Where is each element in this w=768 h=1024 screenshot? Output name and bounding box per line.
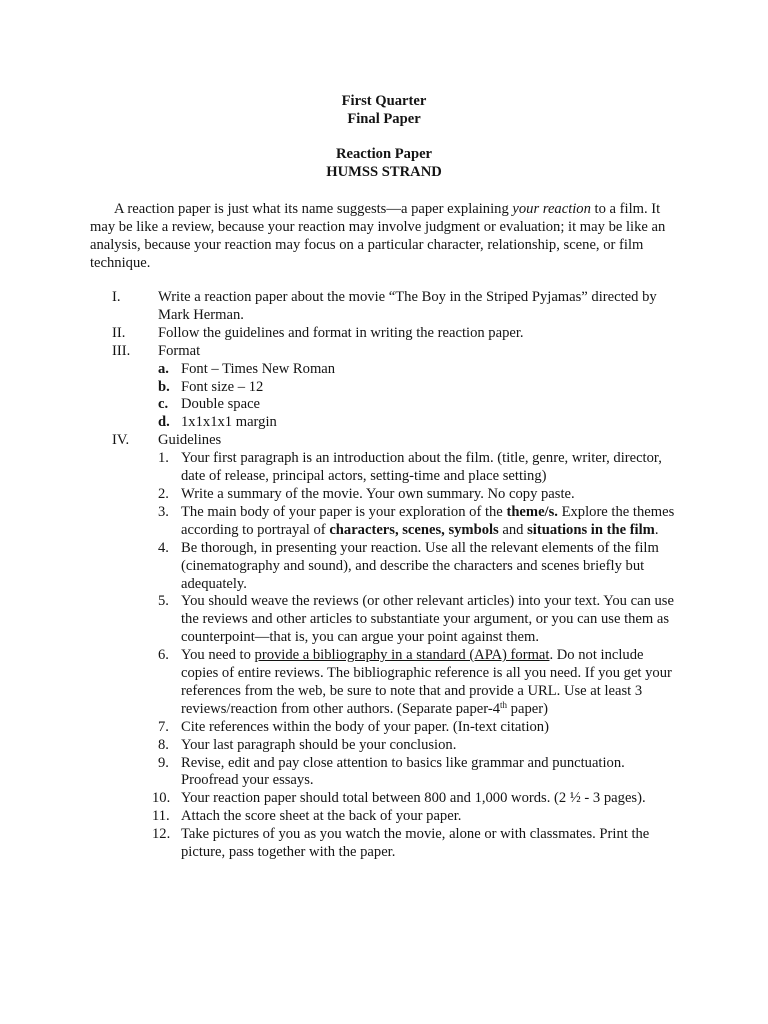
guideline-text: Cite references within the body of your paper. (In-text citation) [181,718,549,735]
format-item-c [0,396,768,414]
guideline-text: You need to provide a bibliography in a standard (APA) format. Do not include copies of entire reviews. The bibliographic reference is all you need. If you get your references from the web, be sure to note that and provide a URL. Use at least 3 reviews/reaction from other authors. (Separate paper-4th paper) [181,647,672,717]
guideline-text: Your reaction paper should total between 800 and 1,000 words. (2 ½ - 3 pages). [181,790,646,807]
guideline-text: Take pictures of you as you watch the movie, alone or with classmates. Print the picture, pass together with the paper. [181,826,650,861]
section-number: IV. [112,432,130,449]
format-item-b [0,379,768,397]
section-3 [0,343,768,361]
section-number: II. [112,324,126,341]
intro-italic: your reaction [512,201,591,217]
format-text: Double space [181,396,261,413]
format-text: 1x1x1x1 margin [181,414,277,431]
strand-title: HUMSS STRAND [326,164,442,180]
section-number: I. [112,289,121,305]
guideline-number: 8. [158,736,169,753]
guideline-number: 12. [152,826,171,843]
paper-title: Final Paper [347,111,421,127]
ordinal-superscript: th [500,699,508,710]
guideline-number: 1. [158,450,169,467]
guideline-number: 5. [158,593,169,610]
guideline-text: Write a summary of the movie. Your own summary. No copy paste. [181,485,575,502]
quarter-title: First Quarter [341,93,427,109]
section-text: Follow the guidelines and format in writing the reaction paper. [158,324,524,341]
format-text: Font – Times New Roman [181,360,336,377]
section-text: Write a reaction paper about the movie “The Boy in the Striped Pyjamas” directed by Mark Herman. [158,289,657,323]
paper-type-title: Reaction Paper [335,146,433,162]
guideline-text: Attach the score sheet at the back of your paper. [181,808,462,825]
format-letter: c. [158,396,169,413]
guideline-7 [0,719,768,737]
format-text: Font size – 12 [181,378,264,395]
intro-paragraph: A reaction paper is just what its name suggests—a paper explaining your reaction to a film. It may be like a review, because your reaction may involve judgment or evaluation; it may be like an analysis, because your reaction may focus on a particular character, relationship, scene, or film technique. [90,201,666,271]
guideline-text: The main body of your paper is your exploration of the theme/s. Explore the themes according to portrayal of characters, scenes, symbols and situations in the film. [181,503,675,538]
section-text: Guidelines [158,432,222,449]
guideline-number: 9. [158,754,169,771]
guideline-9 [0,755,768,791]
guideline-6 [0,647,768,719]
section-2 [0,325,768,343]
guideline-2 [0,486,768,504]
guideline-10 [0,790,768,808]
guideline-number: 10. [152,790,171,807]
section-4 [0,432,768,450]
guideline-text: Your last paragraph should be your conclusion. [181,736,457,753]
instructions-list [0,289,768,862]
section-text: Format [158,342,201,359]
guideline-number: 4. [158,539,169,556]
guideline-8 [0,737,768,755]
section-1 [0,289,768,325]
guideline-1 [0,450,768,486]
guideline-number: 3. [158,503,169,520]
section-number: III. [112,342,131,359]
guideline-5 [0,593,768,647]
situations-bold: situations in the film [527,521,655,538]
themes-bold: theme/s. [506,503,558,520]
document-header [0,92,768,181]
bibliography-underlined: provide a bibliography in a standard (APA) format [254,647,550,664]
guideline-11 [0,808,768,826]
format-letter: d. [158,414,170,431]
format-item-d [0,414,768,432]
format-letter: a. [158,360,169,377]
guideline-text: Your first paragraph is an introduction about the film. (title, genre, writer, director, date of release, principal actors, setting-time and place setting) [181,450,662,485]
guideline-number: 11. [152,808,170,825]
guideline-number: 7. [158,718,169,735]
guideline-number: 2. [158,485,169,502]
guideline-text: Revise, edit and pay close attention to basics like grammar and punctuation. Proofread your essays. [181,754,625,789]
format-item-a [0,361,768,379]
guideline-12 [0,826,768,862]
guideline-number: 6. [158,647,169,664]
format-letter: b. [158,378,170,395]
guideline-text: You should weave the reviews (or other relevant articles) into your text. You can use the reviews and other articles to substantiate your argument, or you can use them as counterpoint—that is, you can argue your point against them. [181,593,674,646]
guideline-4 [0,540,768,594]
elements-bold: characters, scenes, symbols [329,521,499,538]
guideline-3 [0,504,768,540]
guideline-text: Be thorough, in presenting your reaction. Use all the relevant elements of the film (cinematography and sound), and describe the characters and scenes briefly but adequately. [181,539,659,592]
